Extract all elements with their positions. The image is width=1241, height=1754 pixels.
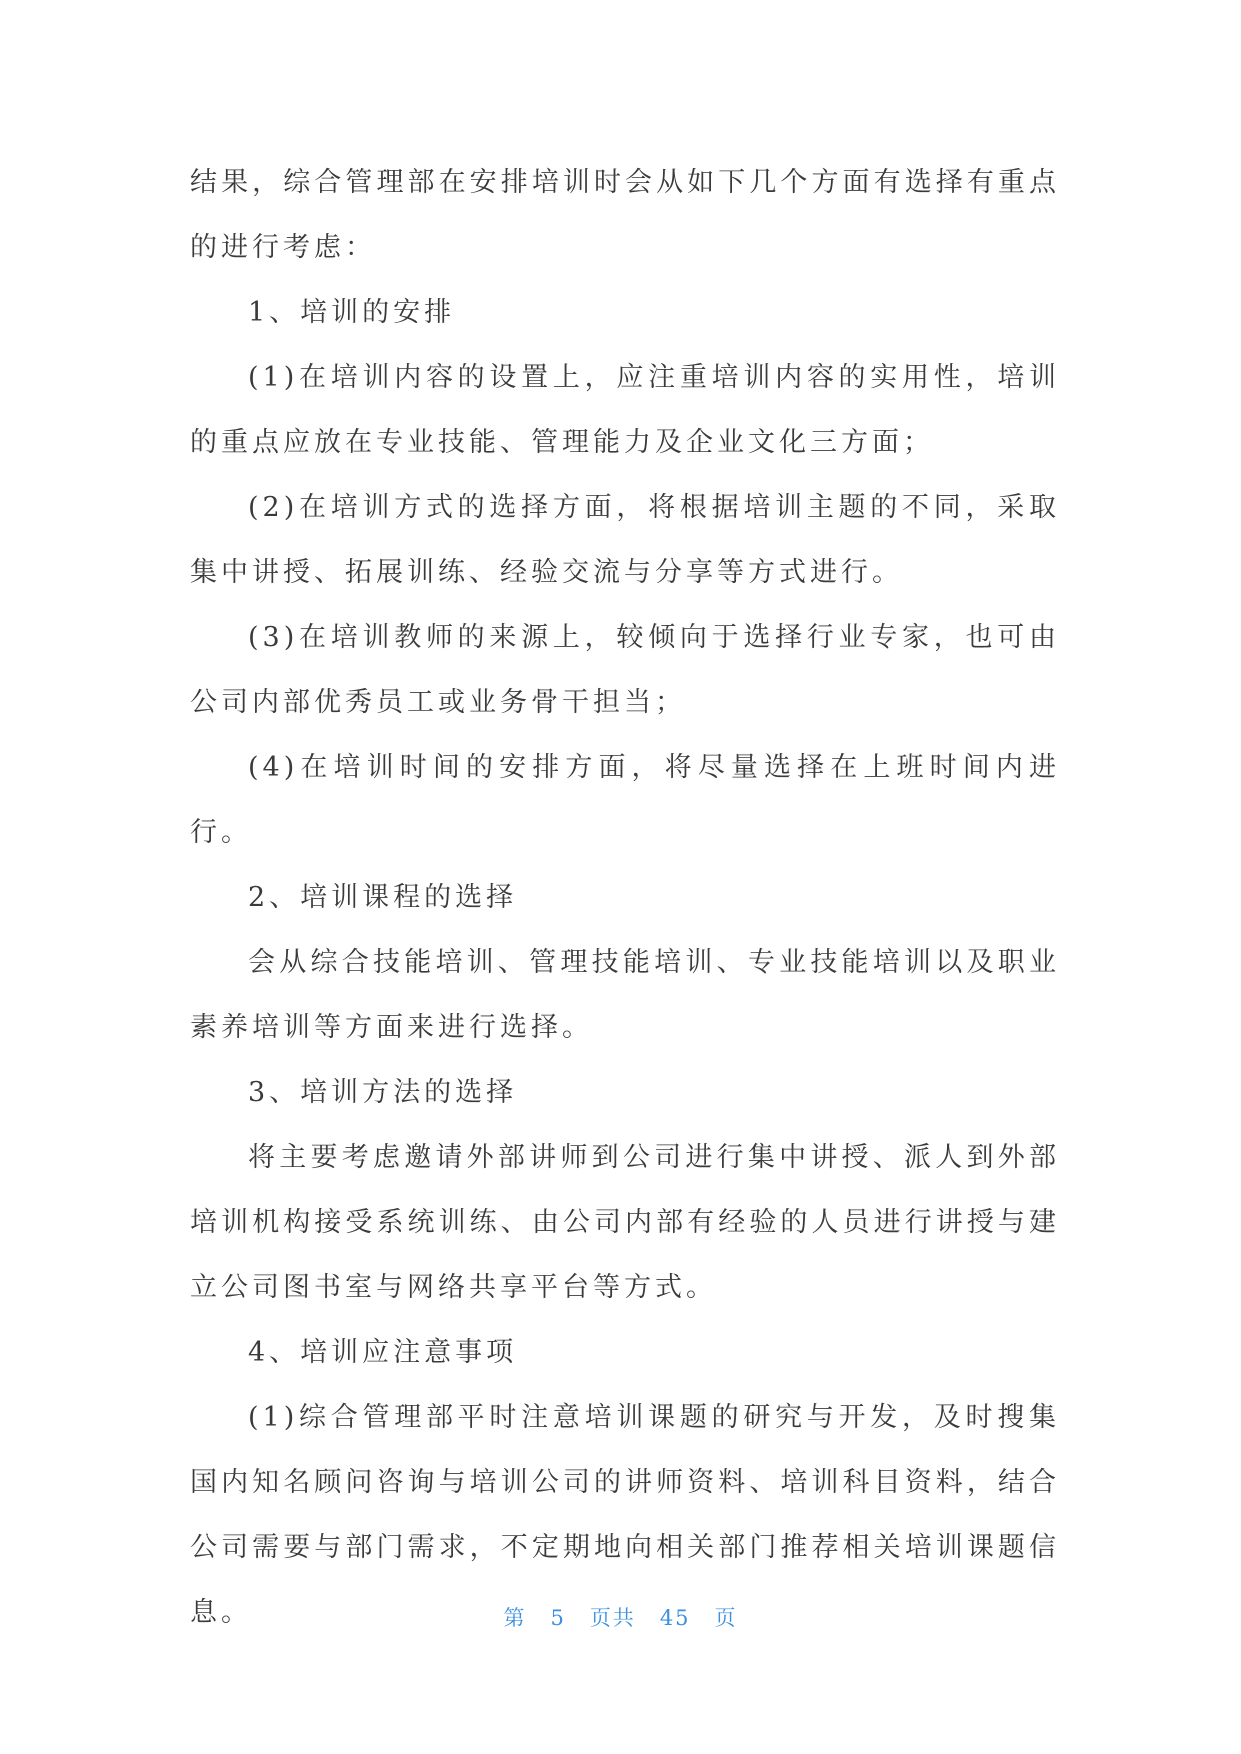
heading-course-selection: 2、培训课程的选择 <box>248 882 518 913</box>
footer-current-page: 5 <box>550 1606 566 1630</box>
paragraph-content-setting: (1)在培训内容的设置上，应注重培训内容的实用性，培训的重点应放在专业技能、管理能力及企业文化三方面； <box>190 362 1060 458</box>
heading-notes: 4、培训应注意事项 <box>248 1337 518 1368</box>
paragraph-training-methods: 将主要考虑邀请外部讲师到公司进行集中讲授、派人到外部培训机构接受系统训练、由公司内部有经验的人员进行讲授与建立公司图书室与网络共享平台等方式。 <box>190 1142 1060 1303</box>
paragraph-course-selection: 会从综合技能培训、管理技能培训、专业技能培训以及职业素养培训等方面来进行选择。 <box>190 947 1060 1043</box>
page-footer <box>0 1602 1241 1632</box>
paragraph-1: 结果，综合管理部在安排培训时会从如下几个方面有选择有重点的进行考虑： <box>190 167 1060 263</box>
footer-prefix: 第 <box>503 1606 527 1630</box>
footer-suffix: 页 <box>714 1606 738 1630</box>
footer-middle: 页共 <box>589 1606 636 1630</box>
paragraph-time-arrangement: (4)在培训时间的安排方面，将尽量选择在上班时间内进行。 <box>190 752 1060 848</box>
paragraph-notes-1: (1)综合管理部平时注意培训课题的研究与开发，及时搜集国内知名顾问咨询与培训公司的讲师资料、培训科目资料，结合公司需要与部门需求，不定期地向相关部门推荐相关培训课题信息。 <box>190 1402 1060 1628</box>
paragraph-teacher-source: (3)在培训教师的来源上，较倾向于选择行业专家，也可由公司内部优秀员工或业务骨干担当； <box>190 622 1060 718</box>
heading-training-arrangement: 1、培训的安排 <box>248 297 456 328</box>
paragraph-method-selection: (2)在培训方式的选择方面，将根据培训主题的不同，采取集中讲授、拓展训练、经验交流与分享等方式进行。 <box>190 492 1060 588</box>
document-body <box>190 150 1060 1645</box>
heading-method-selection: 3、培训方法的选择 <box>248 1077 518 1108</box>
footer-total-pages: 45 <box>659 1606 691 1630</box>
